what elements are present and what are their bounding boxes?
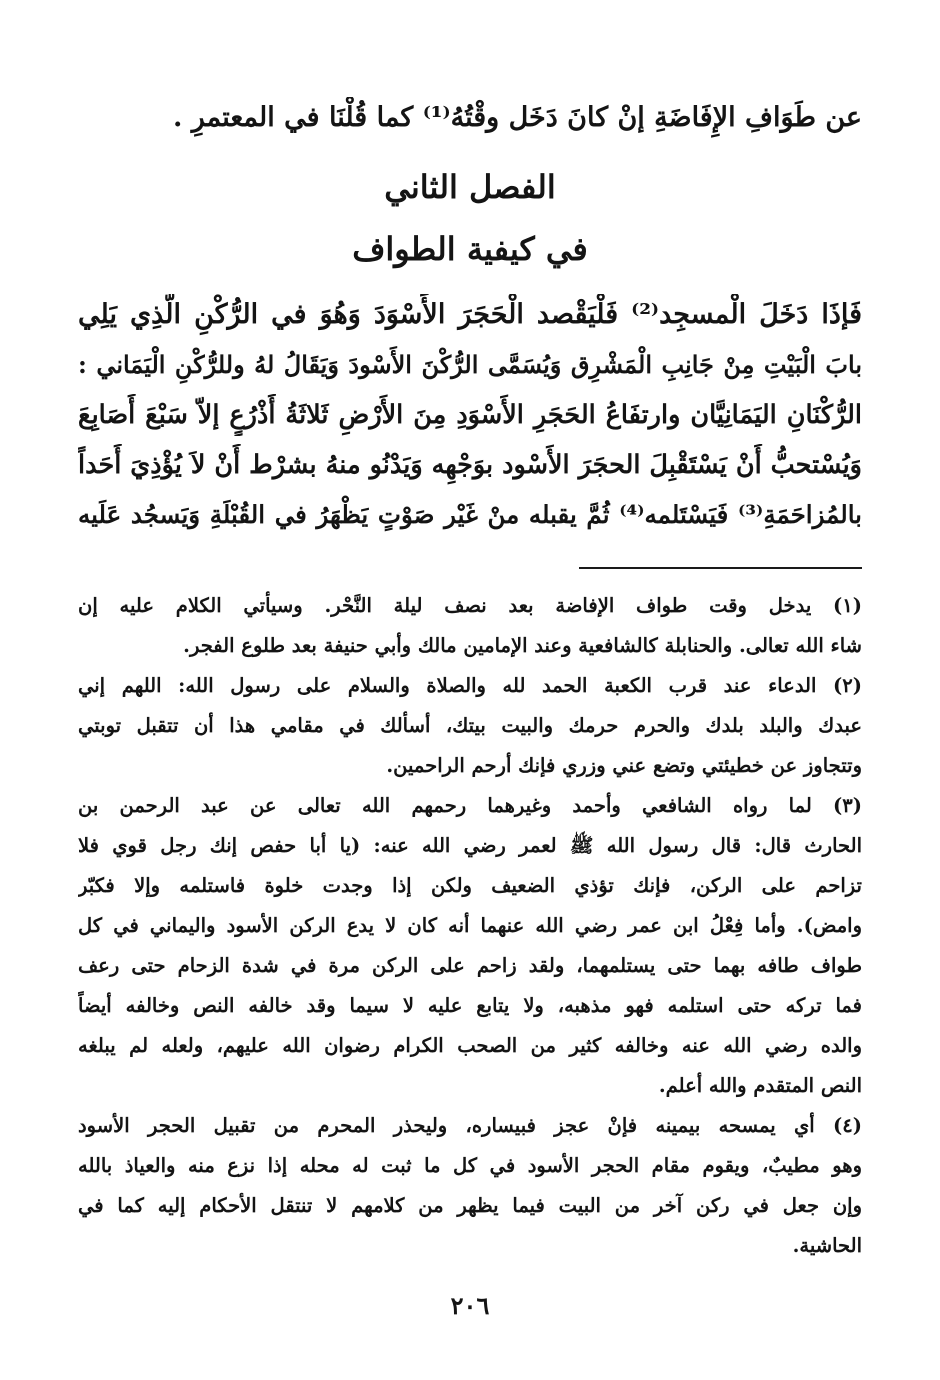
body-line: الرُّكْنَانِ اليَمَانِيَّان وارتفَاعُ الحَجَرِ الأَسْوَدِ مِنَ الأَرْضِ ثَلاثَةُ أَذْرُعٍ إلاّ سَبْعَ أَصَابِعَ xyxy=(78,400,862,430)
footnote-separator xyxy=(579,567,862,569)
body-line: بابَ الْبَيْتِ مِنْ جَانِبِ الْمَشْرِق وَيُسَمَّى الرُّكْنَ الأَسْودَ وَيَقَالُ لهُ وللرُّكْنِ الْيَمَاني : xyxy=(78,350,862,379)
footnote-line: تزاحم على الركن، فإنك تؤذي الضعيف ولكن إذا وجدت خلوة فاستلمه وإلا فكبّر xyxy=(78,874,862,897)
footnote-line: شاء الله تعالى. والحنابلة كالشافعية وعند الإمامين مالك وأبي حنيفة بعد طلوع الفجر. xyxy=(183,634,862,657)
chapter-title: الفصل الثاني xyxy=(384,168,556,206)
footnote-line: (٣) لما رواه الشافعي وأحمد وغيرهما رحمهم الله تعالى عن عبد الرحمن بن xyxy=(78,794,862,817)
footnote-line: عبدك والبلد بلدك والحرم حرمك والبيت بيتك، أسألك في مقامي هذا أن تتقبل توبتي xyxy=(78,714,862,737)
body-line: فَإذَا دَخَلَ الْمسجِد⁽²⁾ فَلْيَقْصد الْحَجَرَ الأَسْوَدَ وَهُوَ في الرُّكْنِ الَّذِي يَلِي xyxy=(78,299,862,330)
footnote-line: (١) يدخل وقت طواف الإفاضة بعد نصف ليلة النَّحْر. وسيأتي الكلام عليه إن xyxy=(78,594,862,617)
footnote-line: (٤) أي يمسحه بيمينه فإنْ عجز فبيساره، وليحذر المحرم من تقبيل الحجر الأسود xyxy=(78,1114,862,1137)
footnote-line: وإن جعل في ركن آخر من البيت فيما يظهر من كلامهم لا تنتقل الأحكام إليه كما في xyxy=(78,1194,862,1217)
footnote-line: فما تركه حتى استلمه فهو مذهبه، ولا يتابع عليه لا سيما وقد خالفه النص وخالفه أيضاً xyxy=(78,994,862,1017)
footnote-line: (٢) الدعاء عند قرب الكعبة الحمد لله والصلاة والسلام على رسول الله: اللهم إني xyxy=(78,674,862,697)
body-line: بالمُزاحَمَةِ⁽³⁾ فَيَسْتَلمه⁽⁴⁾ ثُمَّ يقبله منْ غَيْر صَوْتٍ يَظْهَرُ في القُبْلَةِ وَيَسجُد عَلَيه xyxy=(78,500,862,529)
footnote-line: طواف طافه بهما حتى يستلمهما، ولقد زاحم على الركن مرة في شدة الزحام حتى رعف xyxy=(78,954,862,977)
footnote-line: وتتجاوز عن خطيئتي وتضع عني وزري فإنك أرحم الراحمين. xyxy=(386,754,862,777)
chapter-subtitle: في كيفية الطواف xyxy=(352,230,588,268)
footnote-line: وامض). وأما فِعْلُ ابن عمر رضي الله عنهما أنه كان لا يدع الركن الأسود واليماني في كل xyxy=(78,914,862,937)
footnote-line: وهو مطيبٌ، ويقوم مقام الحجر الأسود في كل ما ثبت له محله إذا نزع منه والعياذ بالله xyxy=(78,1154,862,1177)
footnote-line: الحارث قال: قال رسول الله ﷺ لعمر رضي الله عنه: (يا أبا حفص إنك رجل قوي فلا xyxy=(78,834,862,857)
footnote-line: النص المتقدم والله أعلم. xyxy=(658,1074,862,1097)
footnote-line: والده رضي الله عنه وخالفه كثير من الصحب الكرام رضوان الله عليهم، ولعله لم يبلغه xyxy=(78,1034,862,1057)
page-number: ٢٠٦ xyxy=(450,1291,490,1320)
carryover-line: عن طَوَافِ الإِفَاضَةِ إنْ كانَ دَخَل وقْتُهُ⁽¹⁾ كما قُلْنَا في المعتمرِ . xyxy=(172,102,862,133)
body-line: وَيُسْتحبُّ أَنْ يَسْتَقْبِلَ الحجَرَ الأَسْود بوَجْهِه وَيَدْنُو منهُ بشرْط أَنْ لاَ يُؤْذِيَ أَحَداً xyxy=(78,450,862,480)
footnote-line: الحاشية. xyxy=(792,1234,862,1257)
